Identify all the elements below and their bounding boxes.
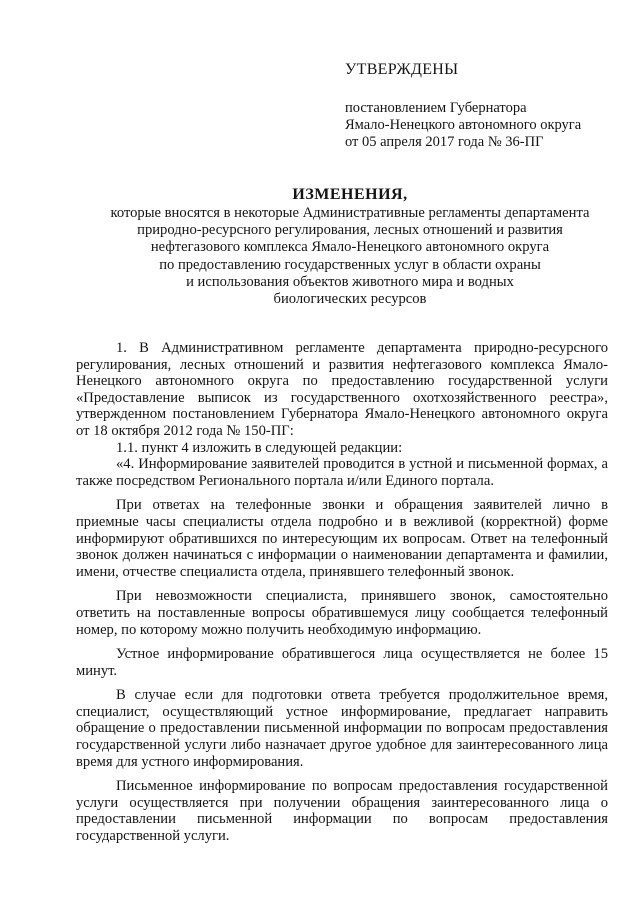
paragraph-2: 1.1. пункт 4 изложить в следующей редакции:: [116, 439, 403, 456]
approval-line: от 05 апреля 2017 года № 36-ПГ: [345, 134, 544, 150]
paragraph-5: При невозможности специалиста, принявшего звонок, самостоятельно ответить на поставленные вопросы обратившемуся лицу сообщается телефонный номер, по которому можно получить необходимую информацию.: [76, 588, 608, 638]
paragraph-4: При ответах на телефонные звонки и обращения заявителей лично в приемные часы специалисты отдела подробно и в вежливой (корректной) форме информируют обратившихся по интересующим их вопросам. Ответ на телефонный звонок должен начинаться с информации о наименовании департамента и фамилии, имени, отчестве специалиста отдела, принявшего телефонный звонок.: [76, 497, 608, 580]
document-body: [76, 340, 608, 845]
approval-line: постановлением Губернатора: [345, 100, 527, 116]
paragraph-3: «4. Информирование заявителей проводится в устной и письменной формах, а также посредством Регионального портала и/или Единого портала.: [76, 456, 608, 489]
approval-block: [345, 60, 625, 151]
paragraph-8: Письменное информирование по вопросам предоставления государственной услуги осуществляется при получении обращения заинтересованного лица о предоставлении письменной информации по вопросам предоставления государственной услуги.: [76, 778, 608, 845]
paragraph-7: В случае если для подготовки ответа требуется продолжительное время, специалист, осуществляющий устное информирование, предлагает направить обращение о предоставлении письменной информации по вопросам предоставления государственной услуги либо назначает другое удобное для заинтересованного лица время для устного информирования.: [76, 687, 608, 770]
document-title: ИЗМЕНЕНИЯ,: [292, 186, 408, 203]
subtitle-line: по предоставлению государственных услуг в области охраны: [159, 256, 541, 273]
document-subtitle: [60, 205, 640, 308]
subtitle-line: биологических ресурсов: [273, 291, 427, 308]
approval-details: [345, 100, 625, 151]
paragraph-1: 1. В Административном регламенте департамента природно-ресурсного регулирования, лесных отношений и развития нефтегазового комплекса Ямало-Ненецкого автономного округа по предоставлению государственной услуги «Предоставление выписок из государственного охотхозяйственного реестра», утвержденном постановлением Губернатора Ямало-Ненецкого автономного округа от 18 октября 2012 года № 150-ПГ:: [76, 340, 608, 439]
paragraph-6: Устное информирование обратившегося лица осуществляется не более 15 минут.: [76, 646, 608, 679]
approval-line: Ямало-Ненецкого автономного округа: [345, 117, 582, 133]
subtitle-line: которые вносятся в некоторые Административные регламенты департамента: [110, 205, 590, 221]
subtitle-line: и использования объектов животного мира и водных: [186, 273, 514, 290]
subtitle-line: нефтегазового комплекса Ямало-Ненецкого автономного округа: [150, 239, 550, 256]
document-title-block: [60, 185, 640, 308]
approval-heading: УТВЕРЖДЕНЫ: [345, 61, 459, 78]
subtitle-line: природно-ресурсного регулирования, лесных отношений и развития: [137, 222, 563, 239]
